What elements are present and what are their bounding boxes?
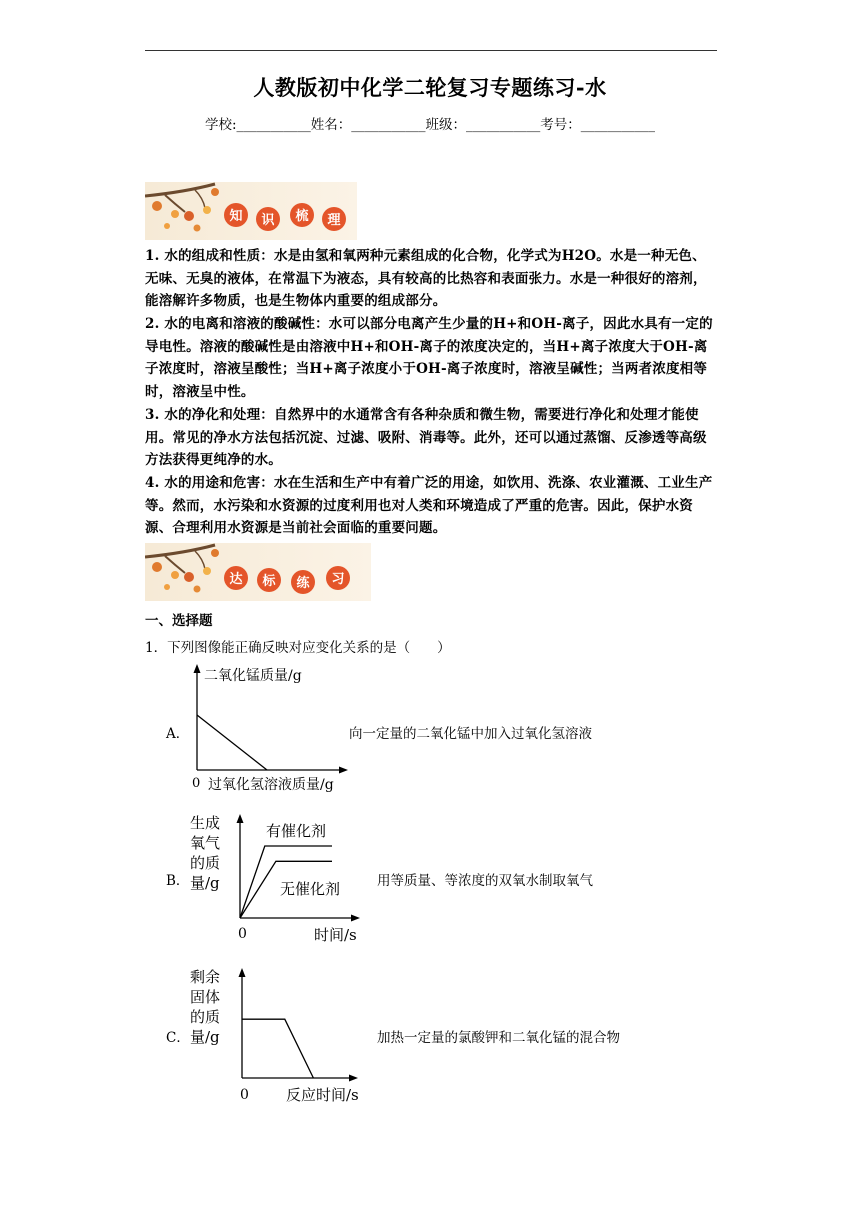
- option-b-chart: [188, 806, 368, 946]
- option-b-origin: 0: [238, 926, 247, 942]
- option-c-ylabel-line1: 剩余: [190, 968, 221, 986]
- practice-banner: [145, 543, 371, 601]
- option-b-label[interactable]: B．: [166, 873, 190, 889]
- practice-banner-char: 达: [229, 572, 243, 587]
- option-a-xlabel: 过氧化氢溶液质量/g: [208, 777, 334, 793]
- option-b-y-arrow: [237, 814, 244, 823]
- option-b-ylabel-line1: 生成: [190, 814, 221, 832]
- option-a-y-arrow: [194, 664, 201, 673]
- practice-banner-char: 标: [262, 574, 276, 589]
- option-c-ylabel-line3: 的质: [190, 1008, 221, 1026]
- option-b-series-label-2: 无催化剂: [280, 880, 341, 898]
- knowledge-point-4: 4. 水的用途和危害：水在生活和生产中有着广泛的用途，如饮用、洗涤、农业灌溉、工业生产等。然而，水污染和水资源的过度利用也对人类和环境造成了严重的危害。因此，保护水资源、合理利用水资源是当前社会面临的重要问题。: [145, 475, 713, 537]
- option-c-xlabel: 反应时间/s: [286, 1086, 359, 1104]
- option-a-x-arrow: [339, 767, 348, 774]
- option-b-description: 用等质量、等浓度的双氧水制取氧气: [377, 873, 593, 889]
- option-a-description: 向一定量的二氧化锰中加入过氧化氢溶液: [349, 726, 592, 742]
- header-rule: [145, 50, 717, 51]
- knowledge-point-2: 2. 水的电离和溶液的酸碱性：水可以部分电离产生少量的H+和OH-离子，因此水具有一定的导电性。溶液的酸碱性是由溶液中H+和OH-离子的浓度决定的，当H+离子浓度大于OH-离子浓度时，溶液呈酸性；当H+离子浓度小于OH-离子浓度时，溶液呈碱性；当两者浓度相等时，溶液呈中性。: [145, 316, 713, 400]
- knowledge-banner-char: 识: [261, 213, 275, 228]
- option-a-ylabel: 二氧化锰质量/g: [204, 668, 302, 684]
- option-c-label[interactable]: C．: [166, 1030, 190, 1046]
- option-a-chart: [180, 660, 360, 800]
- option-a-origin: 0: [192, 776, 201, 791]
- option-a-series-line: [197, 715, 267, 770]
- option-a-label[interactable]: A．: [166, 726, 190, 742]
- option-c-y-arrow: [239, 968, 246, 977]
- option-c-series-line: [242, 1019, 313, 1078]
- student-info-line: 学校:___________姓名：___________班级：___________考号：___________: [204, 117, 656, 133]
- practice-banner-graphic: [145, 543, 371, 601]
- option-b-series-label-1: 有催化剂: [266, 822, 327, 840]
- option-b-ylabel-line4: 量/g: [190, 874, 220, 892]
- knowledge-banner: [145, 182, 357, 240]
- option-c-x-arrow: [349, 1075, 358, 1082]
- section-title: 一、选择题: [145, 613, 213, 629]
- knowledge-banner-char: 梳: [295, 209, 309, 224]
- option-c-origin: 0: [240, 1087, 249, 1103]
- option-b-ylabel-line2: 氧气: [190, 834, 221, 852]
- knowledge-banner-char: 知: [229, 209, 243, 224]
- knowledge-banner-char: 理: [327, 213, 341, 228]
- option-b-x-arrow: [351, 915, 360, 922]
- practice-banner-char: 习: [331, 572, 345, 587]
- option-b-ylabel-line3: 的质: [190, 854, 221, 872]
- question-stem: 1．下列图像能正确反映对应变化关系的是（ ）: [145, 640, 451, 656]
- option-c-chart: [188, 960, 378, 1110]
- knowledge-banner-graphic: [145, 182, 357, 240]
- option-c-ylabel-line2: 固体: [190, 988, 221, 1006]
- option-c-ylabel-line4: 量/g: [190, 1028, 220, 1046]
- knowledge-point-3: 3. 水的净化和处理：自然界中的水通常含有各种杂质和微生物，需要进行净化和处理才能使用。常见的净水方法包括沉淀、过滤、吸附、消毒等。此外，还可以通过蒸馏、反渗透等高级方法获得更纯净的水。: [145, 407, 707, 469]
- page-title: 人教版初中化学二轮复习专题练习-水: [253, 75, 607, 100]
- knowledge-point-1: 1. 水的组成和性质：水是由氢和氧两种元素组成的化合物，化学式为H2O。水是一种无色、无味、无臭的液体，在常温下为液态，具有较高的比热容和表面张力。水是一种很好的溶剂，能溶解许多物质，也是生物体内重要的组成部分。: [145, 248, 707, 310]
- option-c-description: 加热一定量的氯酸钾和二氧化锰的混合物: [377, 1030, 620, 1046]
- option-b-xlabel: 时间/s: [314, 926, 357, 944]
- practice-banner-char: 练: [296, 576, 310, 591]
